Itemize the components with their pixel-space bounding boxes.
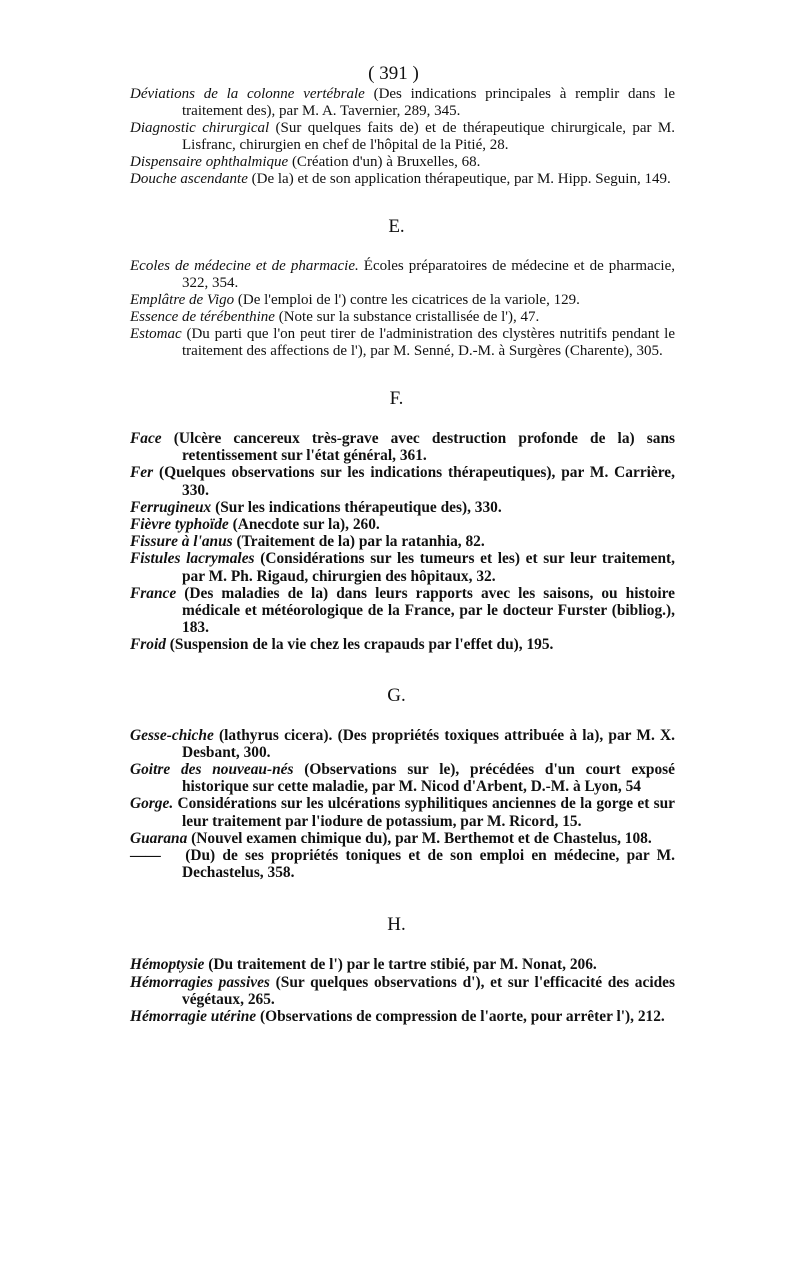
index-entry	[130, 761, 675, 795]
entry-text: (De la) et de son application thérapeutique, par M. Hipp. Seguin, 149.	[247, 171, 671, 187]
index-entry	[130, 847, 675, 881]
section-heading: H.	[387, 914, 406, 936]
entry-term: Guarana	[130, 829, 188, 847]
index-entry	[130, 292, 675, 309]
index-entry	[130, 171, 675, 188]
section-heading: E.	[388, 216, 405, 237]
section-g	[130, 684, 675, 882]
index-entry	[130, 516, 675, 533]
index-entry	[130, 430, 675, 464]
entry-text: (Création d'un) à Bruxelles, 68.	[288, 154, 481, 170]
section-heading: F.	[389, 388, 404, 409]
page-number: ( 391 )	[368, 63, 419, 84]
entry-term: Dispensaire ophthalmique	[130, 154, 289, 170]
entry-text: (Sur les indications thérapeutique des), 330.	[211, 498, 502, 516]
entry-term: Hémorragies passives	[130, 973, 270, 991]
entry-text: (Note sur la substance cristallisée de l'), 47.	[274, 309, 540, 325]
index-entry	[130, 550, 675, 584]
entry-text: Écoles préparatoires de médecine et de pharmacie, 322, 354.	[182, 258, 675, 291]
index-entry	[130, 309, 675, 326]
entry-term: Diagnostic chirurgical	[130, 120, 270, 136]
entry-term: Hémoptysie	[130, 956, 205, 974]
index-page	[130, 62, 675, 1025]
index-entry	[130, 258, 675, 292]
index-entry	[130, 727, 675, 761]
index-entry	[130, 956, 675, 973]
entry-text: (Ulcère cancereux très-grave avec destruction profonde de la) sans retentissement sur l'état général, 361.	[161, 430, 675, 465]
entry-term: Ferrugineux	[130, 498, 212, 516]
ditto-dash: ——	[130, 847, 161, 865]
index-entry	[130, 154, 675, 171]
index-entry	[130, 1008, 675, 1025]
entry-term: Fissure à l'anus	[130, 533, 233, 551]
entry-term: Gesse-chiche	[130, 726, 214, 744]
entry-text: (Anecdote sur la), 260.	[228, 516, 380, 534]
entry-text: (Du traitement de l') par le tartre stibié, par M. Nonat, 206.	[204, 956, 597, 974]
entry-term: Estomac	[130, 326, 182, 342]
entry-term: Douche ascendante	[130, 171, 248, 187]
entry-term: Essence de térébenthine	[130, 309, 275, 325]
entry-text: (Du parti que l'on peut tirer de l'administration des clystères nutritifs pendant le traitement des affections de l'), par M. Senné, D.-M. à Surgères (Charente), 305.	[181, 326, 675, 359]
index-entry	[130, 86, 675, 120]
index-entry	[130, 974, 675, 1008]
section-d	[130, 86, 675, 188]
entry-term: Gorge.	[130, 795, 174, 813]
entry-text: (Suspension de la vie chez les crapauds par l'effet du), 195.	[165, 636, 554, 654]
index-entry	[130, 636, 675, 653]
section-f	[130, 387, 675, 654]
entry-term: Ecoles de médecine et de pharmacie.	[130, 258, 359, 274]
entry-text: (lathyrus cicera). (Des propriétés toxiques attribuée à la), par M. X. Desbant, 300.	[182, 726, 675, 761]
index-entry	[130, 533, 675, 550]
entry-text: Considérations sur les ulcérations syphilitiques anciennes de la gorge et sur leur traitement par l'iodure de potassium, par M. Ricord, 15.	[173, 795, 675, 830]
index-entry	[130, 499, 675, 516]
index-entry	[130, 464, 675, 498]
section-heading: G.	[387, 684, 406, 706]
entry-text: (Sur quelques observations d'), et sur l'efficacité des acides végétaux, 265.	[182, 973, 675, 1008]
entry-text: (Quelques observations sur les indications thérapeutiques), par M. Carrière, 330.	[153, 464, 675, 499]
entry-term: France	[130, 584, 177, 602]
section-e	[130, 215, 675, 360]
index-entry	[130, 795, 675, 829]
entry-text: (Du) de ses propriétés toniques et de son emploi en médecine, par M. Dechastelus, 358.	[178, 847, 675, 882]
entry-term: Goitre des nouveau-nés	[130, 761, 294, 779]
entry-text: (Observations sur le), précédées d'un court exposé historique sur cette maladie, par M. Nicod d'Arbent, D.-M. à Lyon, 54	[182, 761, 676, 796]
entry-term: Fistules lacrymales	[130, 550, 255, 568]
index-entry	[130, 120, 675, 154]
entry-term: Fièvre typhoïde	[130, 516, 229, 534]
index-entry	[130, 326, 675, 360]
entry-text: (De l'emploi de l') contre les cicatrices de la variole, 129.	[234, 292, 580, 308]
entry-text: (Nouvel examen chimique du), par M. Berthemot et de Chastelus, 108.	[187, 829, 652, 847]
entry-text: (Des indications principales à remplir dans le traitement des), par M. A. Tavernier, 289, 345.	[182, 86, 675, 119]
index-entry	[130, 830, 675, 847]
entry-text: (Observations de compression de l'aorte, pour arrêter l'), 212.	[256, 1008, 665, 1026]
entry-text: (Traitement de la) par la ratanhia, 82.	[232, 533, 485, 551]
entry-text: (Sur quelques faits de) et de thérapeutique chirurgicale, par M. Lisfranc, chirurgien en chef de l'hôpital de la Pitié, 28.	[182, 120, 675, 153]
entry-text: (Des maladies de la) dans leurs rapports avec les saisons, ou histoire médicale et météorologique de la France, par le docteur Furster (bibliog.), 183.	[176, 584, 675, 637]
entry-term: Face	[130, 430, 162, 447]
entry-term: Froid	[130, 636, 166, 654]
entry-term: Emplâtre de Vigo	[130, 292, 235, 308]
section-h	[130, 913, 675, 1025]
entry-term: Fer	[130, 464, 154, 482]
entry-text: (Considérations sur les tumeurs et les) et sur leur traitement, par M. Ph. Rigaud, chirurgien des hôpitaux, 32.	[182, 550, 675, 585]
index-entry	[130, 585, 675, 637]
entry-term: Déviations de la colonne vertébrale	[130, 86, 365, 102]
entry-term: Hémorragie utérine	[130, 1008, 257, 1026]
